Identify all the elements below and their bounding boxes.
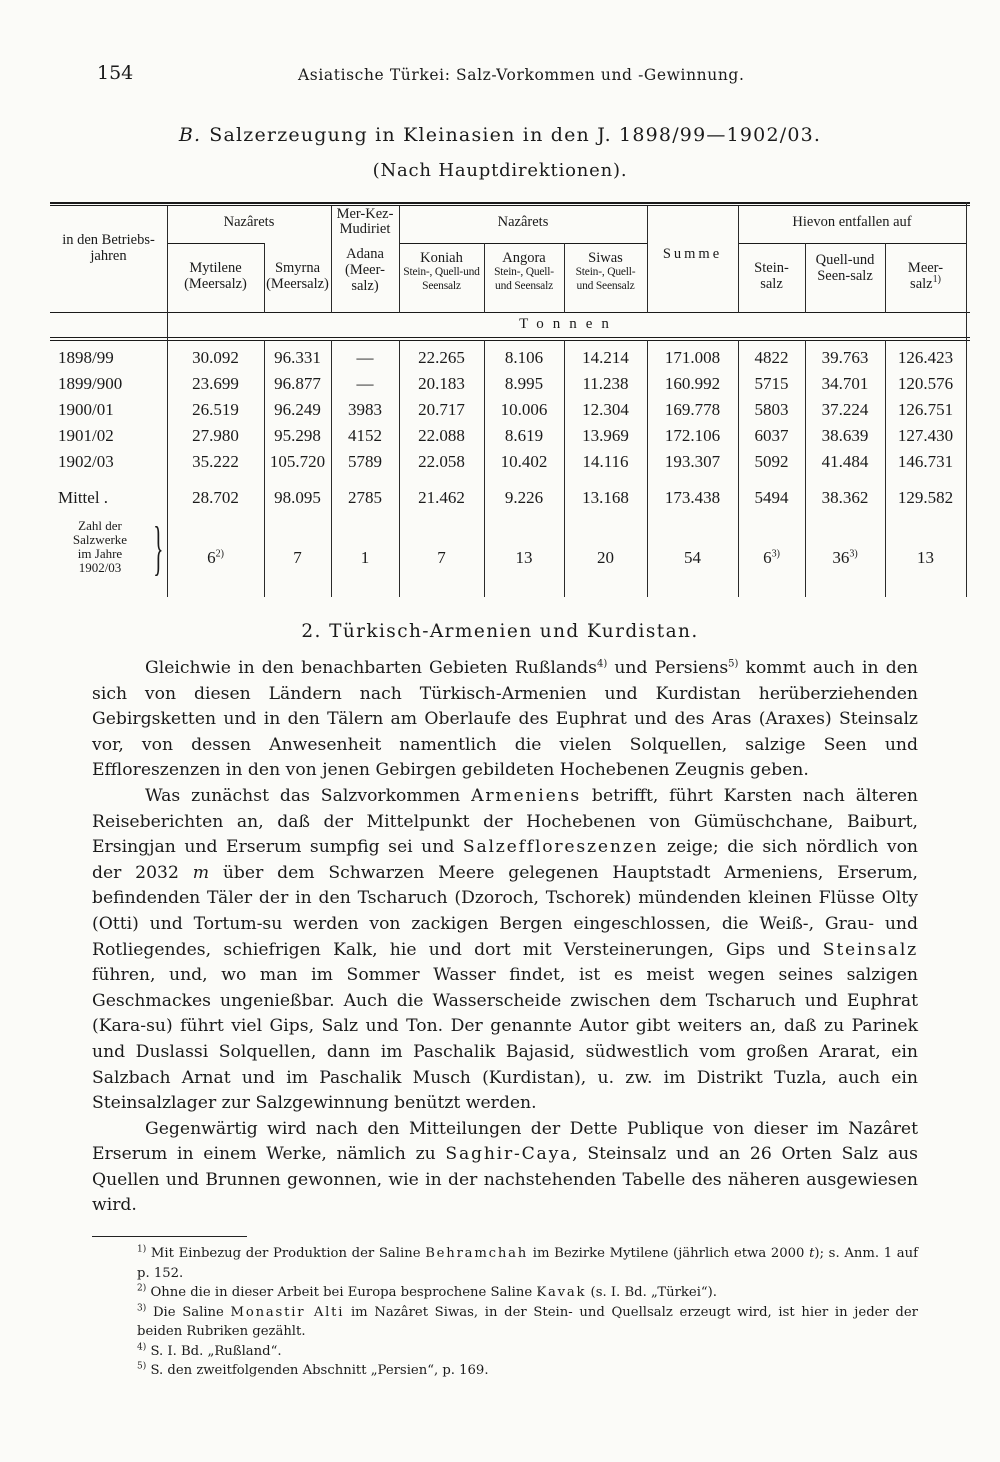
table-row-cell: 146.731: [897, 452, 954, 471]
header-siwas: [564, 250, 647, 293]
table-row-cell: 127.430: [897, 426, 954, 445]
mittel-row-cell: 38.362: [821, 488, 869, 507]
zahl-cell: [399, 548, 484, 567]
table-row-cell: 38.639: [821, 426, 869, 445]
text-run: führen, und, wo man im Sommer Wasser findet, ist es meist wegen seines salzigen Geschmackes ungenießbar. Auch die Wasserscheide zwischen dem Tscharuch und Euphrat (Kara-su) führt viel Gips, Salz und Ton. Der genannte Autor gibt weiters an, daß zu Parinek und Duslassi Solquellen, dann im Paschalik Bajasid, südwestlich vom großen Ararat, ein Salzbach Arnat und im Paschalik Musch (Kurdistan), u. zw. im Distrikt Tuzla, auch ein Steinsalzlager zur Salzgewinnung benützt werden.: [92, 965, 918, 1114]
table-row-cell: 160.992: [664, 374, 721, 393]
header-koniah: [399, 250, 484, 293]
mittel-row-cell: 21.462: [418, 488, 465, 507]
zahl-value: 7: [293, 548, 302, 567]
zahl-value: 1: [360, 548, 370, 567]
header-hievon: Hievon entfallen auf: [792, 214, 912, 230]
zahl-cell: [167, 548, 264, 567]
header-steinsalz: Stein-salz: [754, 260, 789, 293]
zahl-cell: [484, 548, 564, 567]
text-run: S. den zweitfolgenden Abschnitt „Persien“, p. 169.: [146, 1363, 489, 1378]
spaced-term: Behramchah: [425, 1246, 529, 1261]
zahl-value: 13: [917, 548, 934, 567]
text-run: Ohne die in dieser Arbeit bei Europa besprochene Saline: [146, 1285, 537, 1300]
subheader-rule-mid: [399, 243, 647, 244]
unit-text: t: [809, 1246, 815, 1261]
text-run: , Steinsalz und an 26 Orten Salz aus Quellen und Brunnen gewonnen, wie in der nachstehenden Tabelle des näheren ausgewiesen wird.: [92, 1144, 918, 1216]
spaced-term: Kavak: [536, 1285, 587, 1300]
header-angora-name: Angora: [502, 250, 546, 266]
table-row-label: 1900/01: [58, 400, 114, 419]
header-koniah-sub: Stein-, Quell-und Seensalz: [403, 266, 480, 292]
zahl-cell: [331, 548, 399, 567]
table-row-cell: 11.238: [582, 374, 629, 393]
table-row-cell: —: [356, 374, 374, 393]
header-adana-sub: (Meer-salz): [345, 262, 385, 295]
text-run: und Persiens: [607, 658, 729, 678]
zahl-value: 7: [437, 548, 446, 567]
table-row-cell: 22.265: [418, 348, 465, 367]
table-row-cell: 8.619: [504, 426, 544, 445]
table-row-cell: 14.214: [582, 348, 629, 367]
zahl-value: 13: [515, 548, 533, 567]
table-row-cell: 126.751: [897, 400, 954, 419]
paragraph-2: [92, 784, 918, 1117]
table-row-cell: 96.331: [274, 348, 321, 367]
footnote-marker: 1): [137, 1244, 147, 1255]
table-row-cell: 37.224: [821, 400, 869, 419]
table-row-cell: 96.249: [274, 400, 321, 419]
header-siwas-sub: Stein-, Quell-und Seensalz: [575, 266, 636, 292]
footnote-rule: [92, 1236, 247, 1237]
header-angora-sub: Stein-, Quell-und Seensalz: [494, 266, 554, 292]
table-section-letter: B.: [178, 124, 202, 146]
table-row-cell: 172.106: [664, 426, 721, 445]
table-row-cell: 26.519: [192, 400, 239, 419]
table-row-cell: 27.980: [192, 426, 239, 445]
header-adana-name: Adana: [346, 246, 384, 262]
zahl-footnote-ref: 2): [215, 548, 224, 560]
table-row-cell: 39.763: [821, 348, 869, 367]
footnote-ref: 4): [596, 658, 608, 670]
table-top-rule-2: [50, 205, 970, 206]
footnote-4: [92, 1342, 918, 1362]
zahl-value: 36: [832, 548, 850, 567]
header-siwas-name: Siwas: [588, 250, 623, 266]
text-run: im Bezirke Mytilene (jährlich etwa 2000: [528, 1246, 810, 1261]
zahl-footnote-ref: 3): [849, 548, 858, 560]
header-bottom-rule: [50, 312, 970, 313]
header-koniah-name: Koniah: [420, 250, 463, 266]
text-run: Mit Einbezug der Produktion der Saline: [146, 1246, 426, 1261]
table-row-cell: 5789: [348, 452, 382, 471]
mittel-row-cell: 9.226: [504, 488, 544, 507]
footnotes: [92, 1244, 918, 1381]
mittel-row-cell: 13.168: [582, 488, 629, 507]
zahl-label-3: im Jahre: [77, 546, 123, 562]
header-smyrna-name: Smyrna: [274, 260, 321, 276]
table-row-cell: 20.717: [418, 400, 465, 419]
text-run: ); s. Anm. 1 auf p. 152.: [137, 1246, 919, 1281]
zahl-cell: [647, 548, 738, 567]
spaced-term: Saghir-Caya: [445, 1144, 573, 1165]
table-row-cell: 30.092: [192, 348, 239, 367]
spaced-term: Monastir Alti: [230, 1304, 345, 1320]
running-title: Asiatische Türkei: Salz-Vorkommen und -Gewinnung.: [298, 66, 745, 84]
paragraph-1: [92, 656, 918, 784]
mittel-row-label: Mittel .: [58, 488, 109, 507]
table-row-label: 1898/99: [58, 348, 114, 367]
header-smyrna-sub: (Meersalz): [266, 276, 329, 293]
header-smyrna: [264, 260, 331, 292]
table-row-cell: 3983: [348, 400, 382, 419]
table-row-cell: 35.222: [192, 452, 239, 471]
table-row-label: 1902/03: [58, 452, 114, 471]
table-row-cell: 8.995: [504, 374, 544, 393]
spaced-term: Armeniens: [471, 785, 582, 806]
footnote-marker: 2): [137, 1283, 147, 1294]
unit-text: m: [192, 862, 210, 883]
mittel-row-cell: 5494: [754, 488, 789, 507]
table-row-cell: 171.008: [664, 348, 721, 367]
running-header: [0, 62, 1000, 92]
zahl-cell: [264, 548, 331, 567]
table-row-cell: 6037: [754, 426, 789, 445]
table-row-cell: 41.484: [821, 452, 869, 471]
page-number: 154: [97, 62, 134, 84]
zahl-cell: [885, 548, 966, 567]
header-mytilene-name: Mytilene: [189, 260, 242, 276]
footnote-1: [92, 1244, 918, 1283]
table-row-cell: 22.088: [418, 426, 465, 445]
mittel-row-cell: 28.702: [192, 488, 239, 507]
table-row-cell: 96.877: [274, 374, 321, 393]
table-right-rule: [966, 202, 967, 597]
table-row-cell: 23.699: [192, 374, 239, 393]
zahl-label: [50, 519, 150, 575]
mittel-row-cell: 129.582: [897, 488, 954, 507]
zahl-value: 6: [207, 548, 216, 567]
table-row-label: 1901/02: [58, 426, 114, 445]
table-row-cell: 10.006: [500, 400, 548, 419]
paragraph-3: [92, 1117, 918, 1219]
text-run: betrifft, führt Karsten nach älteren Reiseberichten an, daß der Mittelpunkt der Hochebenen von Gümüschchane, Baiburt, Ersingjan und Erserum sumpfig sei und: [92, 785, 918, 858]
table-row-cell: 20.183: [418, 374, 465, 393]
zahl-value: 6: [763, 548, 772, 567]
zahl-label-2: Salzwerke: [72, 532, 128, 548]
table-row-cell: 34.701: [821, 374, 869, 393]
text-run: Gegenwärtig wird nach den Mitteilungen der Dette Publique von dieser im Nazâret Erserum in einem Werke, nämlich zu: [92, 1118, 918, 1165]
mittel-row-cell: 98.095: [274, 488, 321, 507]
table-row-cell: 120.576: [897, 374, 954, 393]
header-mytilene-sub: (Meersalz): [184, 276, 247, 293]
footnote-2: [92, 1283, 918, 1303]
header-quellsalz: Quell-und Seen-salz: [815, 252, 875, 285]
footnote-3: [92, 1303, 918, 1342]
table-row-cell: 13.969: [582, 426, 629, 445]
table-row-cell: 169.778: [664, 400, 721, 419]
section-heading: 2. Türkisch-Armenien und Kurdistan.: [301, 621, 699, 642]
table-title: [0, 124, 1000, 146]
table-row-label: 1899/900: [58, 374, 123, 393]
zahl-label-4: 1902/03: [78, 560, 122, 576]
header-mer-kez: Mer-Kez-Mudiriet: [336, 206, 394, 238]
body-top-rule: [50, 340, 970, 341]
zahl-cell: [564, 548, 647, 567]
table-title-text: Salzerzeugung in Kleinasien in den J. 1898/99—1902/03.: [209, 124, 822, 146]
spaced-term: Salzeffloreszenzen: [462, 837, 659, 858]
header-mytilene: [167, 260, 264, 292]
table-row-cell: 95.298: [274, 426, 321, 445]
header-nazarets-1: Nazârets: [223, 214, 275, 230]
header-year-col: [50, 232, 167, 264]
header-nazarets-2: Nazârets: [497, 214, 549, 230]
zahl-footnote-ref: 3): [771, 548, 780, 560]
table-row-cell: 12.304: [582, 400, 629, 419]
header-adana: [331, 246, 399, 295]
zahl-value: 54: [684, 548, 701, 567]
footnote-ref: 5): [728, 658, 739, 670]
table-row-cell: 4152: [348, 426, 382, 445]
table-row-cell: 5803: [754, 400, 789, 419]
subheader-rule-right: [738, 243, 966, 244]
zahl-value: 20: [597, 548, 614, 567]
table-row-cell: 14.116: [582, 452, 629, 471]
zahl-cell: [738, 548, 805, 567]
table-row-cell: 22.058: [418, 452, 465, 471]
text-run: im Nazâret Siwas, in der Stein- und Quellsalz erzeugt wird, ist hier in jeder der beiden Rubriken gezählt.: [137, 1304, 918, 1339]
header-meersalz-text: Meer-salz: [907, 260, 944, 293]
table-row-cell: —: [356, 348, 374, 367]
zahl-brace: }: [153, 515, 164, 581]
header-meersalz-note: 1): [932, 274, 941, 286]
table-subtitle: (Nach Hauptdirektionen).: [372, 160, 628, 181]
table-row-cell: 126.423: [897, 348, 954, 367]
table-row-cell: 5092: [754, 452, 789, 471]
text-run: zeige; die sich nördlich von der 2032: [92, 837, 918, 883]
header-meersalz: [885, 260, 966, 292]
text-run: kommt auch in den sich von diesen Ländern nach Türkisch-Armenien und Kurdistan herüberziehenden Gebirgsketten und in den Tälern am Oberlaufe des Euphrat und des Aras (Araxes) Steinsalz vor, von dessen Anwesenheit namentlich die vielen Solquellen, salzige Seen und Effloreszenzen in den von jenen Gebirgen gebildeten Hochebenen Zeugnis geben.: [92, 658, 918, 781]
table-row-cell: 8.106: [504, 348, 544, 367]
header-summe: Summe: [662, 246, 723, 262]
text-run: Die Saline: [146, 1304, 231, 1320]
header-angora: [484, 250, 564, 293]
body-text: [92, 656, 918, 1219]
table-row-cell: 5715: [754, 374, 789, 393]
salt-production-table: [50, 202, 970, 597]
text-run: S. I. Bd. „Rußland“.: [146, 1343, 282, 1359]
subheader-rule-left: [167, 243, 264, 244]
text-run: Was zunächst das Salzvorkommen: [145, 785, 472, 806]
unit-rule: [50, 337, 970, 338]
zahl-cell: [805, 548, 885, 567]
unit-label: Tonnen: [519, 316, 618, 332]
text-run: (s. I. Bd. „Türkei“).: [586, 1285, 718, 1300]
footnote-marker: 5): [137, 1361, 147, 1372]
table-row-cell: 4822: [754, 348, 789, 367]
zahl-label-1: Zahl der: [78, 518, 122, 533]
table-row-cell: 10.402: [500, 452, 548, 471]
footnote-marker: 4): [137, 1342, 147, 1353]
table-row-cell: 193.307: [664, 452, 721, 471]
header-year-col-text: in den Betriebs-jahren: [62, 232, 155, 265]
mittel-row-cell: 173.438: [664, 488, 721, 507]
table-row-cell: 105.720: [269, 452, 326, 471]
table-top-rule: [50, 202, 970, 204]
mittel-row-cell: 2785: [348, 488, 382, 507]
text-run: über dem Schwarzen Meere gelegenen Hauptstadt Armeniens, Erserum, befindenden Täler der in den Tscharuch (Dzoroch, Tschorek) mündenden kleinen Flüsse Olty (Otti) und Tortum-su werden von zackigen Bergen eingeschlossen, die Weiß-, Grau- und Rotliegendes, schiefrigen Kalk, hie und dort mit Versteinerungen, Gips und: [92, 862, 918, 960]
footnote-5: [92, 1361, 918, 1381]
footnote-marker: 3): [137, 1303, 147, 1314]
spaced-term: Steinsalz: [822, 939, 918, 960]
text-run: Gleichwie in den benachbarten Gebieten Rußlands: [145, 658, 597, 678]
